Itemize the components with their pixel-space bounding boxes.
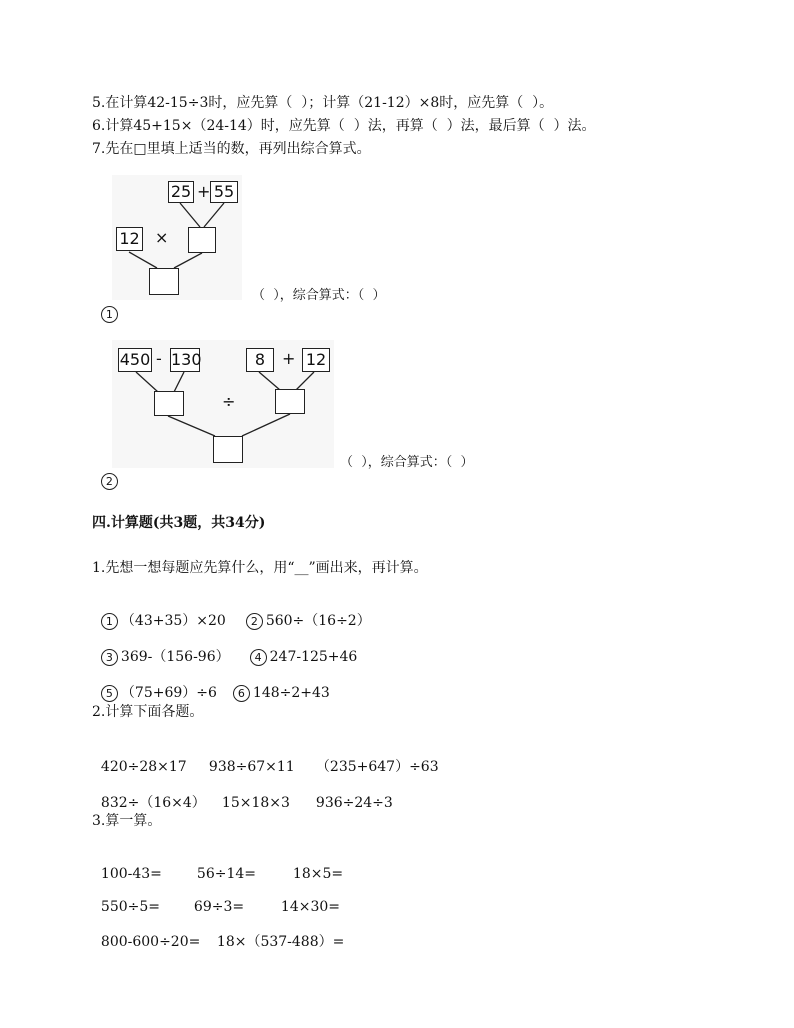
diagram-2-empty-box-left[interactable] bbox=[154, 391, 184, 416]
q3-expr-3: 18×5= bbox=[292, 866, 344, 882]
q1-row-3 bbox=[92, 666, 330, 702]
q1-row-2 bbox=[92, 630, 357, 666]
q3-row-1 bbox=[92, 847, 343, 883]
diagram-2-divide: ÷ bbox=[222, 392, 236, 411]
question-7: 7.先在□里填上适当的数，再列出综合算式。 bbox=[92, 141, 371, 157]
circle-marker-4: 4 bbox=[250, 649, 267, 666]
circle-marker-3: 3 bbox=[101, 649, 118, 666]
q1-expr-3: 369-（156-96） bbox=[120, 649, 230, 665]
diagram-2-plus: + bbox=[282, 349, 296, 368]
circle-marker-6: 6 bbox=[233, 685, 250, 702]
q3-expr-8: 18×（537-488）= bbox=[216, 934, 345, 950]
diagram-1-empty-box-result[interactable] bbox=[149, 268, 179, 295]
diagram-1-row bbox=[92, 287, 121, 323]
diagram-2 bbox=[112, 340, 334, 468]
q2-expr-1: 420÷28×17 bbox=[100, 759, 187, 775]
diagram-1-empty-box-right[interactable] bbox=[188, 227, 216, 253]
q1-expr-1: （43+35）×20 bbox=[120, 613, 226, 629]
circle-marker-5: 5 bbox=[101, 685, 118, 702]
q1-title: 1.先想一想每题应先算什么，用“__”画出来，再计算。 bbox=[92, 560, 428, 576]
diagram-2-box-130: 130 bbox=[170, 348, 200, 372]
q2-expr-5: 15×18×3 bbox=[221, 795, 290, 811]
question-6: 6.计算45+15×（24-14）时，应先算（ ）法，再算（ ）法，最后算（ ）法。 bbox=[92, 118, 596, 134]
diagram-1-plus: + bbox=[197, 182, 211, 201]
diagram-2-empty-box-right[interactable] bbox=[275, 389, 305, 414]
diagram-1 bbox=[112, 175, 242, 300]
q3-expr-5: 69÷3= bbox=[193, 899, 245, 915]
q2-row-1 bbox=[92, 740, 439, 776]
diagram-1-box-25: 25 bbox=[168, 181, 194, 203]
question-5: 5.在计算42-15÷3时，应先算（ ）；计算（21-12）×8时，应先算（ ）。 bbox=[92, 95, 554, 111]
q1-expr-2: 560÷（16÷2） bbox=[265, 613, 371, 629]
q1-expr-5: （75+69）÷6 bbox=[120, 685, 217, 701]
diagram-1-box-55: 55 bbox=[210, 181, 238, 203]
q3-expr-7: 800-600÷20= bbox=[100, 934, 201, 950]
q2-expr-3: （235+647）÷63 bbox=[315, 759, 439, 775]
q1-item-1 bbox=[101, 613, 226, 629]
diagram-2-minus: - bbox=[156, 349, 162, 368]
marker-1: 1 bbox=[101, 306, 118, 323]
diagram-1-answer: （ ），综合算式：（ ） bbox=[252, 288, 386, 303]
q1-item-3 bbox=[101, 649, 230, 665]
q2-expr-4: 832÷（16×4） bbox=[100, 795, 206, 811]
q1-row-1 bbox=[92, 594, 371, 630]
q3-expr-2: 56÷14= bbox=[196, 866, 256, 882]
q1-item-5 bbox=[101, 685, 217, 701]
q2-title: 2.计算下面各题。 bbox=[92, 704, 204, 720]
diagram-2-answer: （ ），综合算式：（ ） bbox=[340, 455, 474, 470]
diagram-1-times: × bbox=[155, 228, 169, 247]
diagram-2-box-450: 450 bbox=[118, 348, 152, 372]
circle-marker-1: 1 bbox=[101, 613, 118, 630]
q3-title: 3.算一算。 bbox=[92, 813, 162, 829]
diagram-1-box-12: 12 bbox=[116, 227, 143, 251]
q3-expr-1: 100-43= bbox=[100, 866, 162, 882]
q3-expr-6: 14×30= bbox=[280, 899, 340, 915]
q1-expr-4: 247-125+46 bbox=[269, 649, 358, 665]
q3-row-2 bbox=[92, 880, 340, 916]
q1-expr-6: 148÷2+43 bbox=[252, 685, 330, 701]
q1-item-4 bbox=[250, 649, 358, 665]
q2-expr-6: 936÷24÷3 bbox=[315, 795, 393, 811]
q3-row-3 bbox=[92, 915, 344, 951]
diagram-2-row bbox=[92, 454, 121, 490]
circle-marker-2: 2 bbox=[246, 613, 263, 630]
marker-2: 2 bbox=[101, 473, 118, 490]
q2-row-2 bbox=[92, 776, 393, 812]
section-4-heading: 四.计算题(共3题，共34分) bbox=[92, 515, 266, 531]
diagram-2-box-12: 12 bbox=[302, 348, 330, 372]
diagram-2-box-8: 8 bbox=[246, 348, 274, 372]
diagram-2-empty-box-result[interactable] bbox=[213, 436, 243, 463]
q2-expr-2: 938÷67×11 bbox=[208, 759, 295, 775]
q1-item-6 bbox=[233, 685, 330, 701]
q3-expr-4: 550÷5= bbox=[100, 899, 160, 915]
q1-item-2 bbox=[246, 613, 371, 629]
